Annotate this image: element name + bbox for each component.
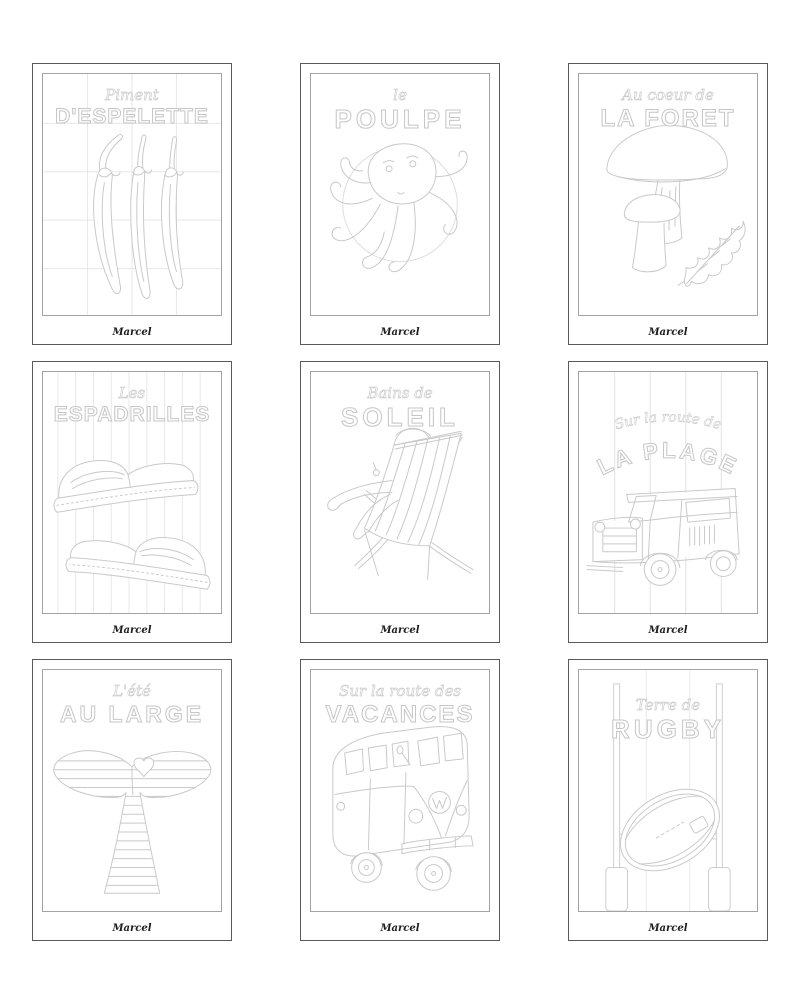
artwork-frame — [578, 371, 758, 614]
artwork-frame — [310, 669, 490, 912]
poster-card-au-large[interactable] — [32, 659, 232, 941]
artwork-frame — [42, 73, 222, 316]
poster-main-title: ESPADRILLES — [53, 402, 211, 426]
marcel-signature: Marcel — [112, 625, 152, 636]
poster-card-rugby[interactable] — [568, 659, 768, 941]
poster-main-title: D'ESPELETTE — [55, 104, 209, 128]
poster-script-title: Sur la route de — [612, 409, 724, 434]
poster-main-title: AU LARGE — [59, 700, 205, 727]
svg-text:Sur la route de — [613, 409, 723, 433]
marcel-signature: Marcel — [380, 327, 420, 338]
poster-main-title: VACANCES — [325, 700, 475, 728]
marcel-signature: Marcel — [380, 625, 420, 636]
poster-main-title: LA PLAGE — [593, 436, 743, 480]
poster-main-title: RUGBY — [611, 713, 725, 744]
poster-card-vacances[interactable] — [300, 659, 500, 941]
poster-card-bains-de-soleil[interactable] — [300, 361, 500, 643]
poster-card-espadrilles[interactable] — [32, 361, 232, 643]
poster-title-block — [43, 88, 221, 128]
poster-card-le-poulpe[interactable] — [300, 63, 500, 345]
marcel-signature: Marcel — [380, 923, 420, 934]
poster-main-title: LA FORET — [600, 104, 736, 132]
artwork-frame — [42, 669, 222, 912]
marcel-signature: Marcel — [112, 923, 152, 934]
marcel-signature: Marcel — [648, 625, 688, 636]
artwork-frame — [310, 73, 490, 316]
marcel-signature: Marcel — [112, 327, 152, 338]
poster-card-piment-despelette[interactable] — [32, 63, 232, 345]
poster-title-block — [311, 88, 489, 133]
poster-title-block — [579, 698, 757, 743]
svg-text:LA PLAGE — [593, 437, 743, 480]
mehari-car-drawing — [579, 372, 757, 613]
poster-card-la-plage[interactable] — [568, 361, 768, 643]
poster-script-title: Terre de — [635, 696, 701, 714]
poster-title-block — [311, 386, 489, 431]
artwork-frame — [578, 669, 758, 912]
artwork-frame — [310, 371, 490, 614]
marcel-signature: Marcel — [648, 327, 688, 338]
marcel-signature: Marcel — [648, 923, 688, 934]
poster-main-title: POULPE — [334, 103, 466, 134]
artwork-frame — [42, 371, 222, 614]
poster-script-title: Piment — [105, 86, 159, 104]
artwork-frame — [578, 73, 758, 316]
poster-script-title: L'été — [113, 682, 151, 700]
poster-script-title: le — [393, 86, 407, 104]
poster-title-block — [43, 684, 221, 726]
poster-card-la-foret[interactable] — [568, 63, 768, 345]
poster-script-title: Les — [118, 384, 146, 402]
poster-script-title: Au coeur de — [622, 86, 714, 104]
poster-script-title: Bains de — [367, 384, 433, 402]
poster-title-block — [579, 88, 757, 131]
poster-script-title: Sur la route des — [338, 682, 462, 700]
poster-title-block — [311, 684, 489, 727]
poster-main-title: SOLEIL — [341, 401, 459, 432]
poster-title-block — [43, 386, 221, 426]
